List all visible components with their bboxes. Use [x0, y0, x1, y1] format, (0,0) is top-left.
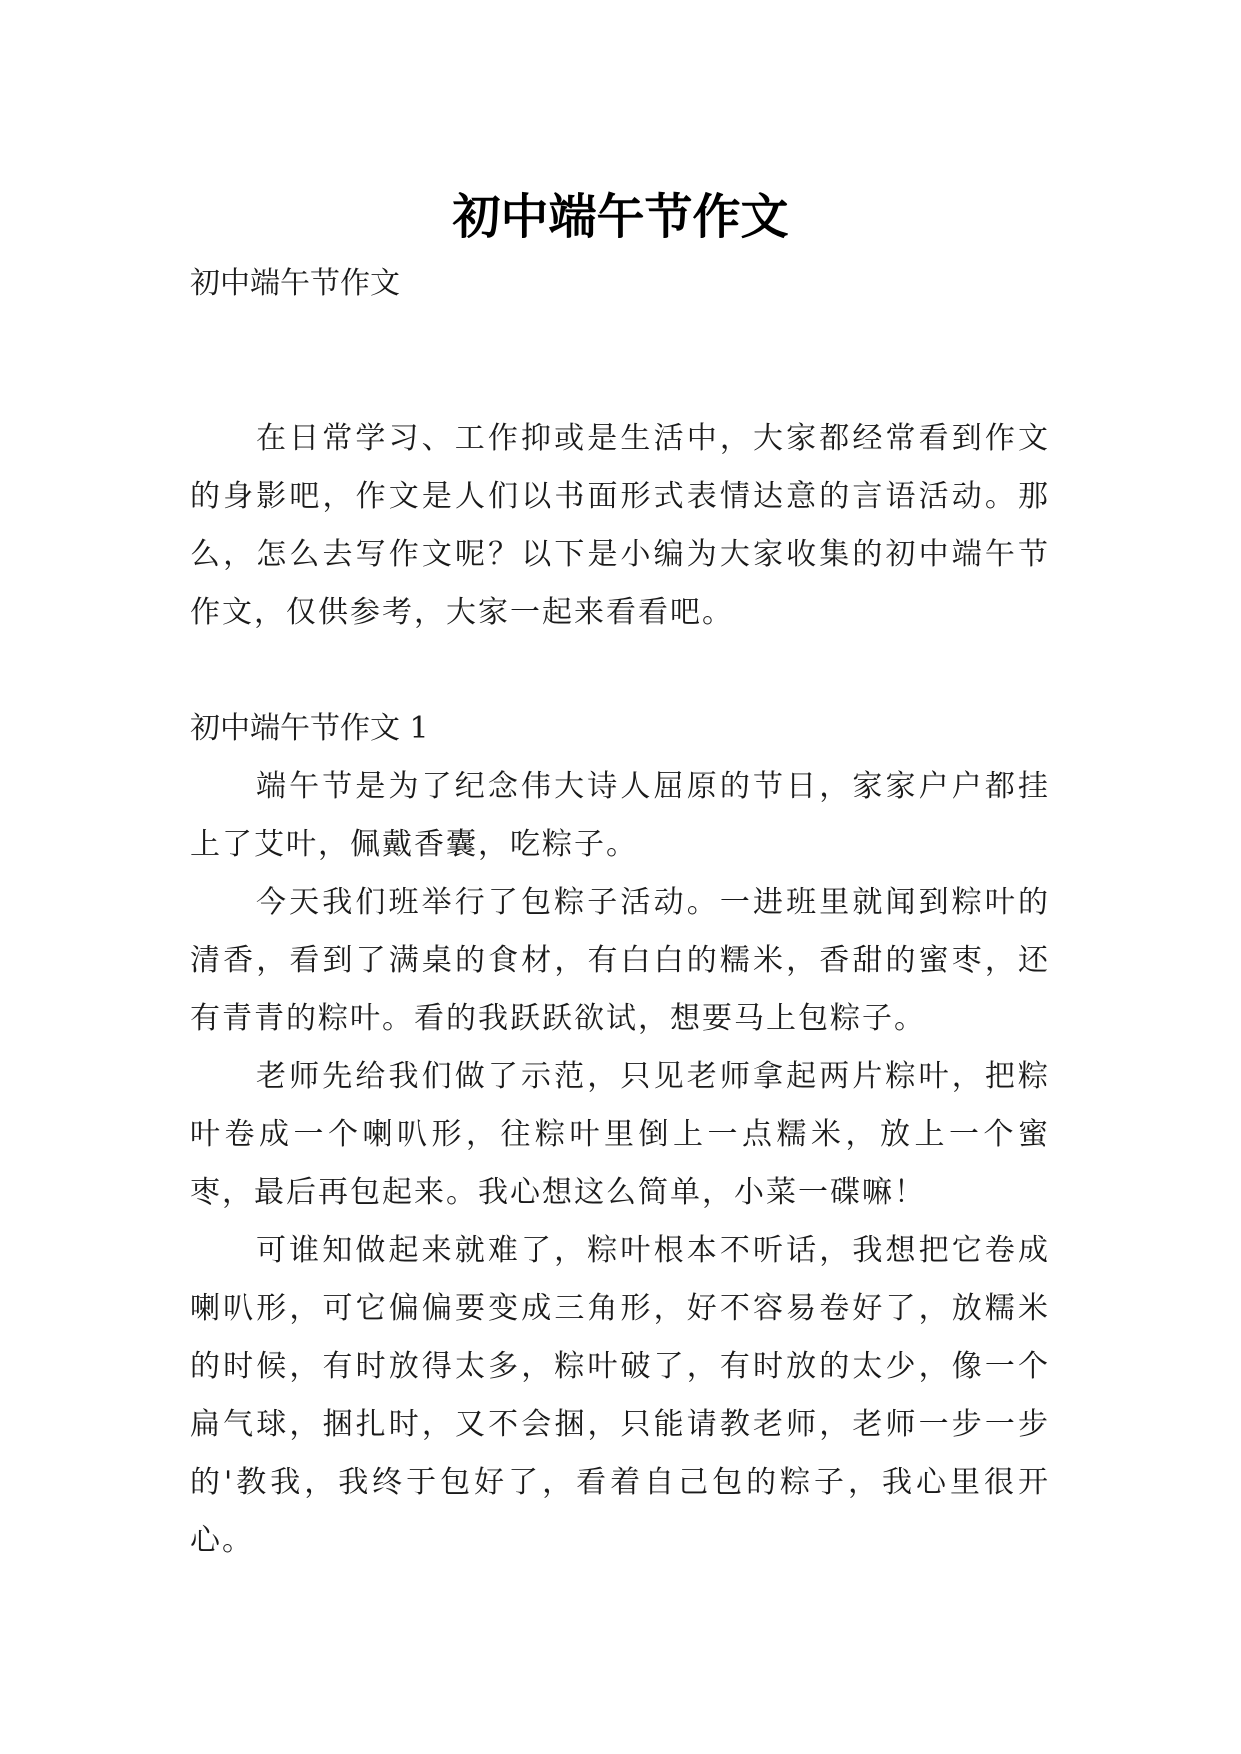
- body-paragraph-3: 老师先给我们做了示范，只见老师拿起两片粽叶，把粽叶卷成一个喇叭形，往粽叶里倒上一点糯米，放上一个蜜枣，最后再包起来。我心想这么简单，小菜一碟嘛！: [190, 1059, 1050, 1210]
- section-heading: 初中端午节作文 1: [190, 711, 429, 746]
- document-subtitle: 初中端午节作文: [190, 266, 400, 301]
- body-paragraph-1: 端午节是为了纪念伟大诗人屈原的节日，家家户户都挂上了艾叶，佩戴香囊，吃粽子。: [190, 769, 1050, 862]
- essay-section-1: [190, 700, 1050, 1570]
- intro-paragraph: 在日常学习、工作抑或是生活中，大家都经常看到作文的身影吧，作文是人们以书面形式表情达意的言语活动。那么，怎么去写作文呢？以下是小编为大家收集的初中端午节作文，仅供参考，大家一起来看看吧。: [190, 421, 1050, 630]
- document-title: 初中端午节作文: [452, 189, 789, 246]
- body-paragraph-4: 可谁知做起来就难了，粽叶根本不听话，我想把它卷成喇叭形，可它偏偏要变成三角形，好不容易卷好了，放糯米的时候，有时放得太多，粽叶破了，有时放的太少，像一个扁气球，捆扎时，又不会捆，只能请教老师，老师一步一步的'教我，我终于包好了，看着自己包的粽子，我心里很开心。: [190, 1233, 1050, 1558]
- body-paragraph-2: 今天我们班举行了包粽子活动。一进班里就闻到粽叶的清香，看到了满桌的食材，有白白的糯米，香甜的蜜枣，还有青青的粽叶。看的我跃跃欲试，想要马上包粽子。: [190, 885, 1050, 1036]
